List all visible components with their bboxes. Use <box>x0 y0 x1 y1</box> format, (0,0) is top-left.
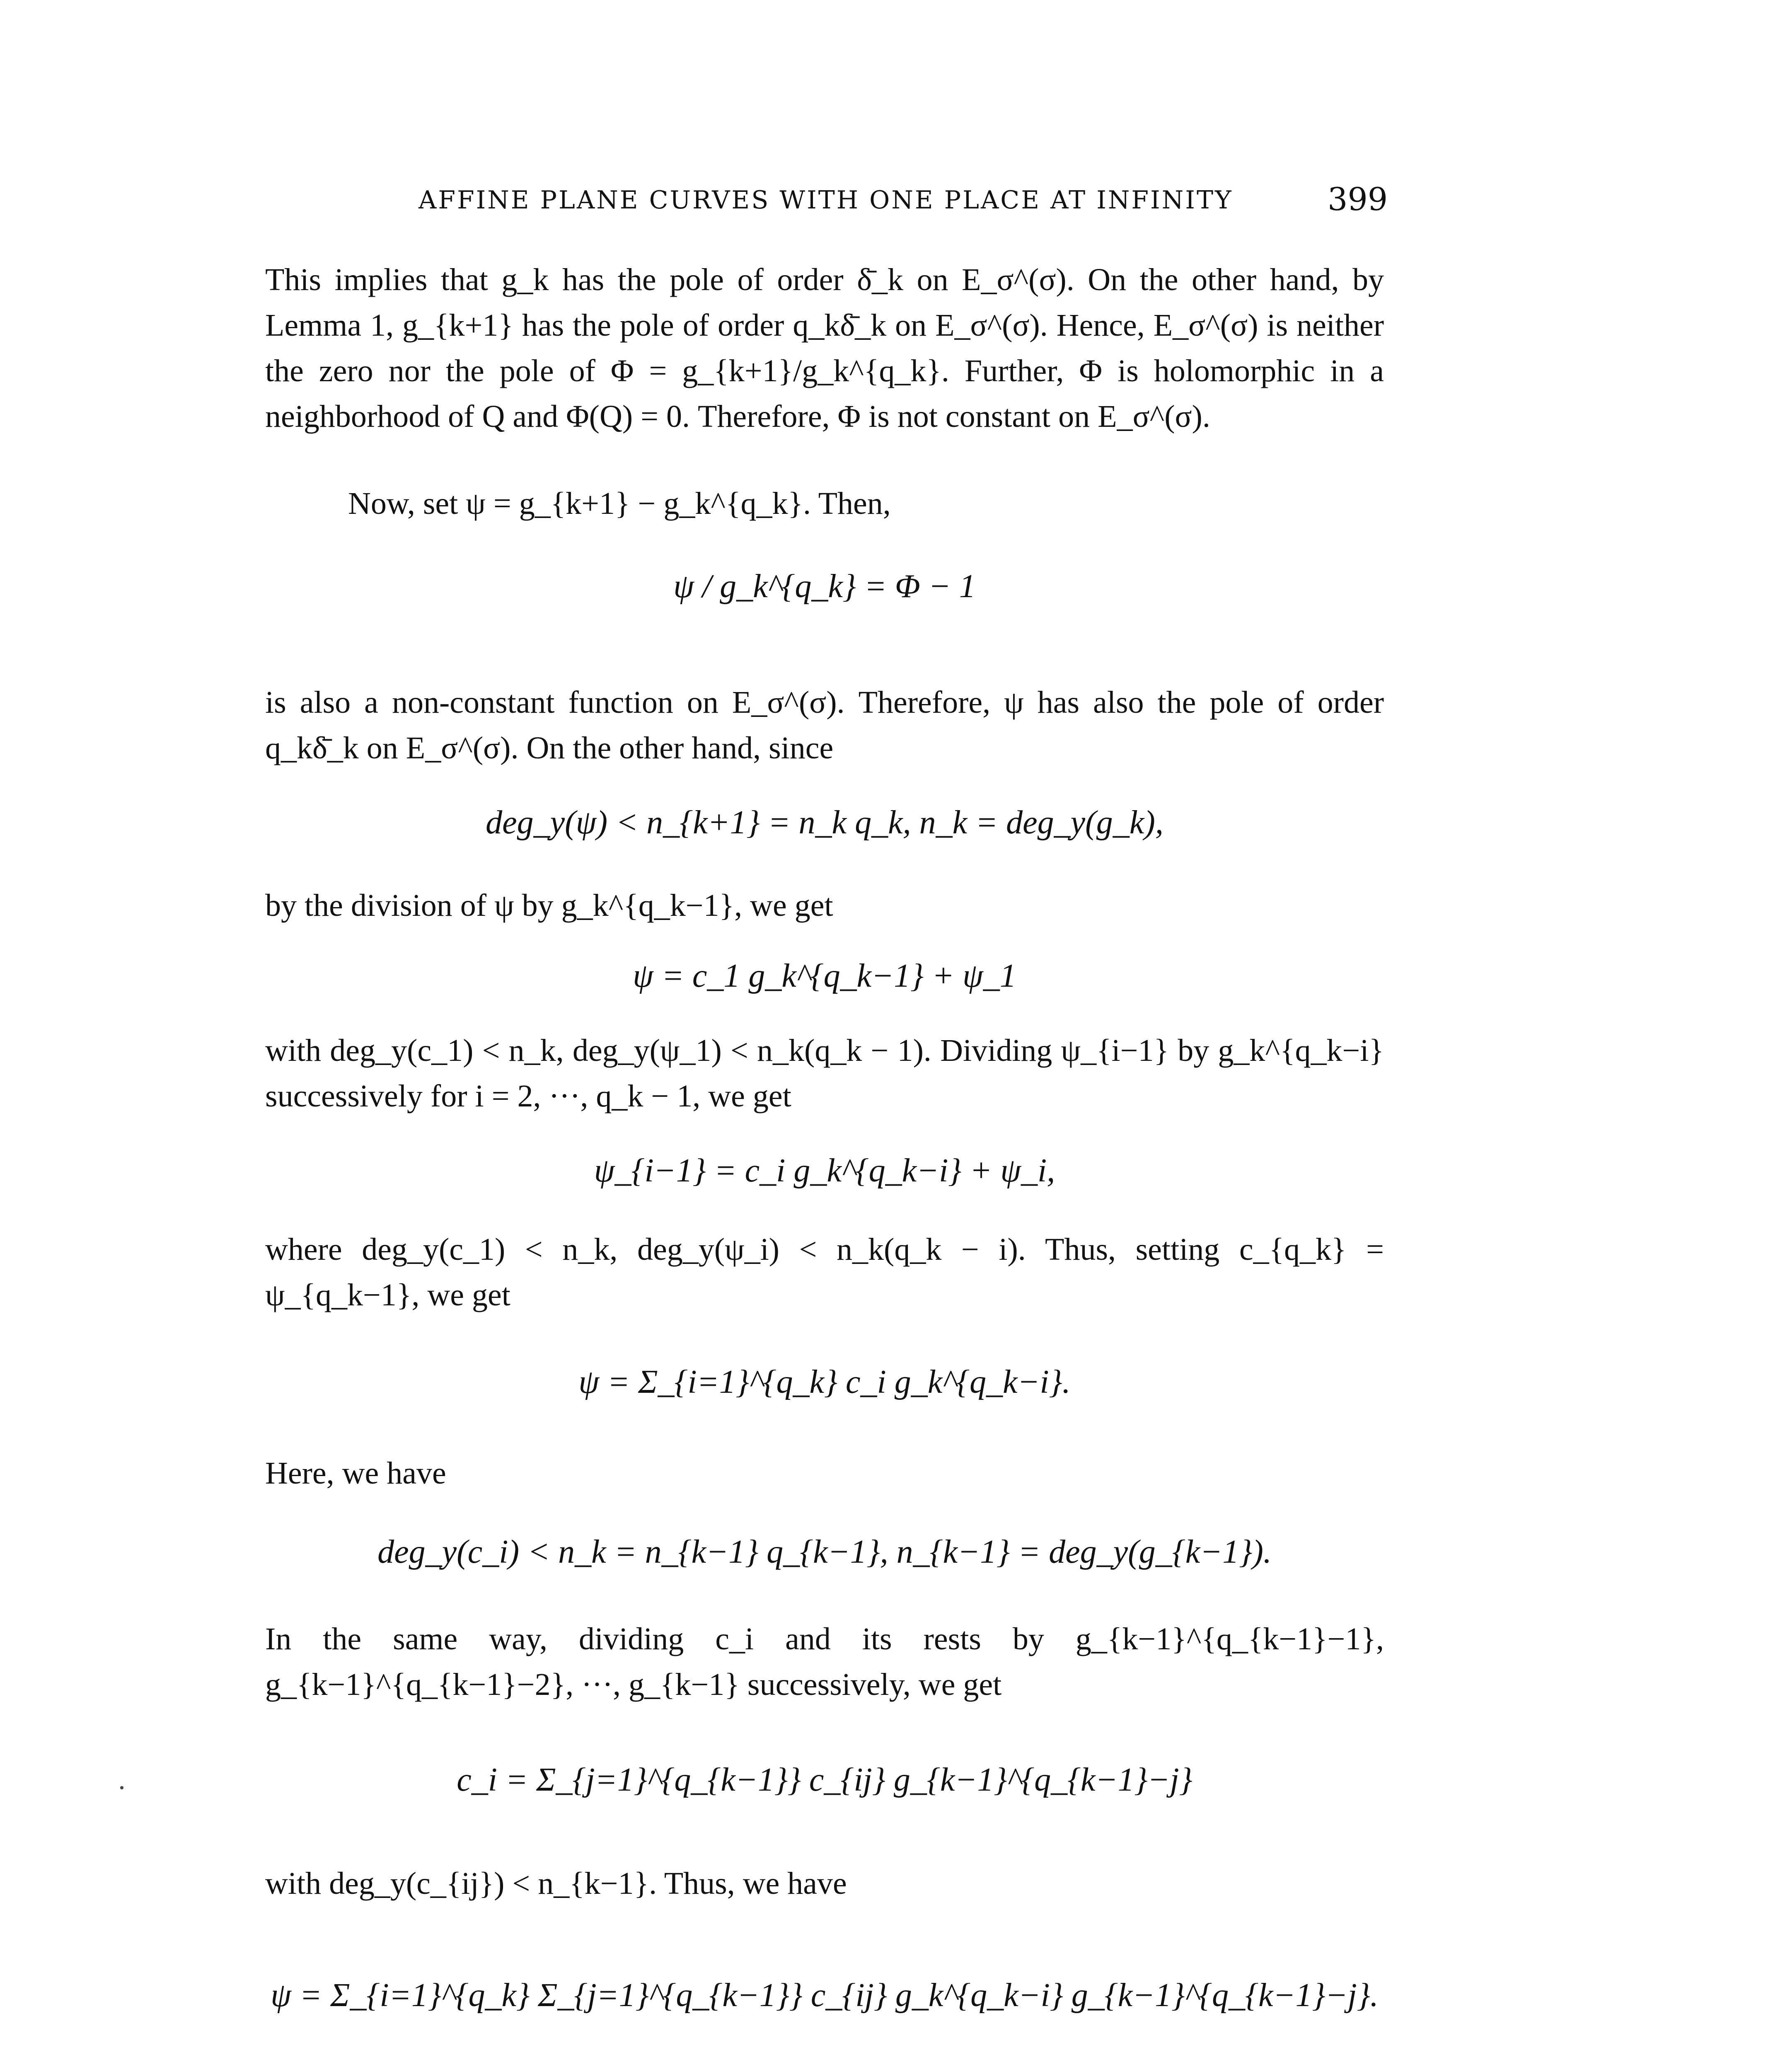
running-header: AFFINE PLANE CURVES WITH ONE PLACE AT INFINITY <box>418 186 1233 215</box>
equation-2: deg_y(ψ) < n_{k+1} = n_k q_k, n_k = deg_y(g_k), <box>486 804 1164 841</box>
equation-8: ψ = Σ_{i=1}^{q_k} Σ_{j=1}^{q_{k−1}} c_{ij} g_k^{q_k−i} g_{k−1}^{q_{k−1}−j}. <box>271 1977 1379 2014</box>
paragraph-9: with deg_y(c_{ij}) < n_{k−1}. Thus, we have <box>265 1866 847 1901</box>
equation-7: c_i = Σ_{j=1}^{q_{k−1}} c_{ij} g_{k−1}^{q_{k−1}−j} <box>457 1762 1193 1798</box>
page-number: 399 <box>1328 181 1388 218</box>
margin-speck <box>120 1786 123 1789</box>
paragraph-5: with deg_y(c_1) < n_k, deg_y(ψ_1) < n_k(q_k − 1). Dividing ψ_{i−1} by g_k^{q_k−i} successively for i = 2, ···, q_k − 1, we get <box>265 1033 1384 1113</box>
equation-1: ψ / g_k^{q_k} = Φ − 1 <box>673 568 976 605</box>
equation-6: deg_y(c_i) < n_k = n_{k−1} q_{k−1}, n_{k−1} = deg_y(g_{k−1}). <box>377 1534 1272 1570</box>
paragraph-4: by the division of ψ by g_k^{q_k−1}, we get <box>265 888 833 923</box>
paragraph-7: Here, we have <box>265 1456 446 1491</box>
paragraph-8: In the same way, dividing c_i and its rests by g_{k−1}^{q_{k−1}−1}, g_{k−1}^{q_{k−1}−2}, ···, g_{k−1} successively, we get <box>265 1622 1384 1702</box>
equation-4: ψ_{i−1} = c_i g_k^{q_k−i} + ψ_i, <box>594 1152 1055 1189</box>
paragraph-6: where deg_y(c_1) < n_k, deg_y(ψ_i) < n_k(q_k − i). Thus, setting c_{q_k} = ψ_{q_k−1}, we get <box>265 1232 1384 1312</box>
paragraph-2: Now, set ψ = g_{k+1} − g_k^{q_k}. Then, <box>348 486 891 521</box>
equation-5: ψ = Σ_{i=1}^{q_k} c_i g_k^{q_k−i}. <box>578 1364 1071 1400</box>
paragraph-1: This implies that g_k has the pole of order δ̄_k on E_σ^(σ). On the other hand, by Lemma 1, g_{k+1} has the pole of order q_kδ̄_k on E_σ^(σ). Hence, E_σ^(σ) is neither the zero nor the pole of Φ = g_{k+1}/g_k^{q_k}. Further, Φ is holomorphic in a neighborhood of Q and Φ(Q) = 0. Therefore, Φ is not constant on E_σ^(σ). <box>265 262 1384 434</box>
equation-3: ψ = c_1 g_k^{q_k−1} + ψ_1 <box>633 958 1016 994</box>
paragraph-3: is also a non-constant function on E_σ^(σ). Therefore, ψ has also the pole of order q_kδ̄_k on E_σ^(σ). On the other hand, since <box>265 685 1384 765</box>
